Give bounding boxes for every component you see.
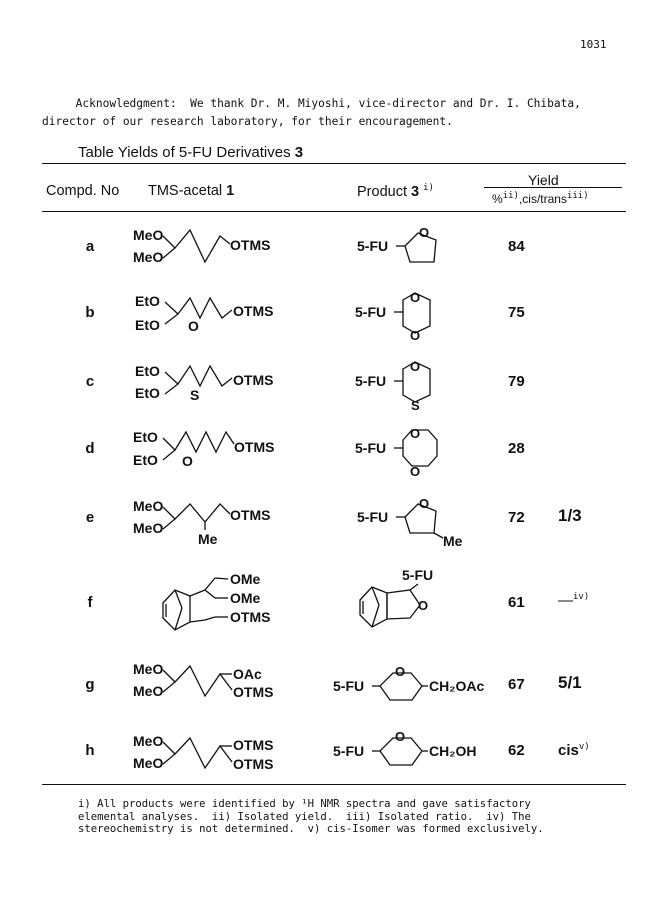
product-structure-d [355, 426, 437, 479]
acetal-h-bot: MeO [133, 755, 164, 771]
product-b-prefix: 5-FU [355, 304, 387, 320]
acetal-d-top: EtO [133, 429, 158, 445]
ratio-h-value: cis [558, 742, 579, 759]
acetal-h-top: MeO [133, 733, 164, 749]
row-letter-c: c [85, 373, 95, 390]
acetal-g-end: OTMS [233, 684, 274, 700]
ratio-f-footnote: iv) [573, 592, 590, 602]
product-g-prefix: 5-FU [333, 678, 365, 694]
header-product-label: Product [357, 183, 407, 200]
product-c-ring-s: S [411, 398, 420, 413]
acetal-structure-h [133, 733, 273, 772]
acetal-structure-g [133, 661, 273, 700]
product-structure-e [357, 496, 463, 549]
acetal-e-top: MeO [133, 498, 164, 514]
product-e-sub: Me [443, 533, 463, 549]
product-f-prefix: 5-FU [402, 567, 434, 583]
acetal-structure-f [163, 571, 270, 630]
product-e-prefix: 5-FU [357, 509, 389, 525]
ratio-g: 5/1 [558, 673, 582, 692]
page-number: 1031 [580, 38, 607, 51]
acetal-structure-a [133, 227, 270, 265]
ratio-h-footnote: v) [578, 742, 590, 752]
product-h-prefix: 5-FU [333, 743, 365, 759]
header-product-footnote: i) [423, 183, 434, 193]
acetal-d-end: OTMS [234, 439, 275, 455]
table-footnotes: i) All products were identified by ¹H NMR spectra and gave satisfactory elemental analyses. ii) Isolated yield. iii) Isolated ratio. iv) The stereochemistry is not determined. v) cis-Isomer was formed exclusively. [78, 798, 544, 835]
product-g-ring-o: O [395, 664, 406, 679]
acetal-b-top: EtO [135, 293, 160, 309]
product-structure-c [355, 359, 430, 413]
header-tms-acetal-label: TMS-acetal [148, 183, 223, 199]
acetal-d-bot: EtO [133, 452, 158, 468]
product-f-ring-o: O [418, 598, 429, 613]
header-yield: Yield [528, 172, 559, 188]
header-tms-acetal-number: 1 [226, 183, 235, 199]
acetal-h-side: OTMS [233, 737, 274, 753]
product-c-ring-o: O [410, 359, 421, 374]
acetal-c-mid: S [190, 387, 200, 403]
header-yield-percent-footnote: ii) [502, 191, 519, 201]
acetal-f-top: OMe [230, 571, 261, 587]
header-yield-ratio-footnote: iii) [566, 191, 589, 201]
product-h-suffix: CH₂OH [429, 743, 477, 759]
row-letter-e: e [85, 509, 95, 526]
header-compound-number: Compd. No [46, 183, 120, 199]
acetal-g-bot: MeO [133, 683, 164, 699]
product-c-prefix: 5-FU [355, 373, 387, 389]
acetal-g-top: MeO [133, 661, 164, 677]
yield-e: 72 [508, 509, 525, 526]
yield-h: 62 [508, 742, 525, 759]
table-title-text: Table Yields of 5-FU Derivatives [78, 144, 291, 161]
ratio-f [558, 592, 589, 609]
acetal-a-bot: MeO [133, 249, 164, 265]
acetal-c-bot: EtO [135, 385, 160, 401]
header-product-number: 3 [411, 183, 420, 200]
product-structure-g [333, 664, 484, 700]
row-letter-d: d [85, 440, 95, 457]
acetal-e-bot: MeO [133, 520, 164, 536]
product-d-prefix: 5-FU [355, 440, 387, 456]
acetal-structure-e [133, 498, 270, 547]
product-e-ring-o: O [419, 496, 430, 511]
yield-g: 67 [508, 676, 525, 693]
yield-d: 28 [508, 440, 525, 457]
product-a-ring-o: O [419, 225, 430, 240]
product-structure-b [355, 290, 430, 343]
product-structure-a [357, 225, 436, 262]
acetal-f-bot: OMe [230, 590, 261, 606]
ratio-h [558, 742, 590, 759]
product-h-ring-o: O [395, 729, 406, 744]
acetal-b-bot: EtO [135, 317, 160, 333]
acetal-e-mid: Me [198, 531, 218, 547]
acetal-structure-c [135, 363, 273, 403]
ratio-f-value: — [558, 592, 573, 609]
yield-a: 84 [508, 238, 525, 255]
yield-f: 61 [508, 594, 525, 611]
row-letter-h: h [85, 742, 95, 759]
product-g-suffix: CH₂OAc [429, 678, 485, 694]
row-letter-f: f [87, 594, 93, 611]
acetal-b-end: OTMS [233, 303, 274, 319]
product-b-ring-o2: O [410, 328, 421, 343]
acetal-c-end: OTMS [233, 372, 274, 388]
acetal-c-top: EtO [135, 363, 160, 379]
yield-b: 75 [508, 304, 525, 321]
product-d-ring-o2: O [410, 464, 421, 479]
acetal-structure-b [135, 293, 273, 334]
product-b-ring-o1: O [410, 290, 421, 305]
product-a-prefix: 5-FU [357, 238, 389, 254]
acetal-d-mid: O [182, 453, 193, 469]
row-letter-a: a [85, 238, 95, 255]
header-yield-percent: % [492, 192, 503, 206]
acetal-h-end: OTMS [233, 756, 274, 772]
acknowledgment-text: Acknowledgment: We thank Dr. M. Miyoshi, vice-director and Dr. I. Chibata, director of our research laboratory, for their encouragement. [42, 97, 581, 128]
acetal-a-top: MeO [133, 227, 164, 243]
row-letter-b: b [85, 304, 95, 321]
acetal-e-end: OTMS [230, 507, 271, 523]
acetal-a-end: OTMS [230, 237, 271, 253]
ratio-e: 1/3 [558, 506, 582, 525]
product-structure-h [333, 729, 476, 765]
yield-c: 79 [508, 373, 525, 390]
product-d-ring-o1: O [410, 426, 421, 441]
acetal-structure-d [133, 429, 274, 469]
acetal-g-side: OAc [233, 666, 262, 682]
product-structure-f [360, 567, 433, 627]
header-yield-ratio: ,cis/trans [518, 192, 567, 206]
acetal-f-end: OTMS [230, 609, 271, 625]
row-letter-g: g [85, 676, 95, 693]
table-title-compound-number: 3 [294, 144, 304, 161]
acetal-b-mid: O [188, 318, 199, 334]
